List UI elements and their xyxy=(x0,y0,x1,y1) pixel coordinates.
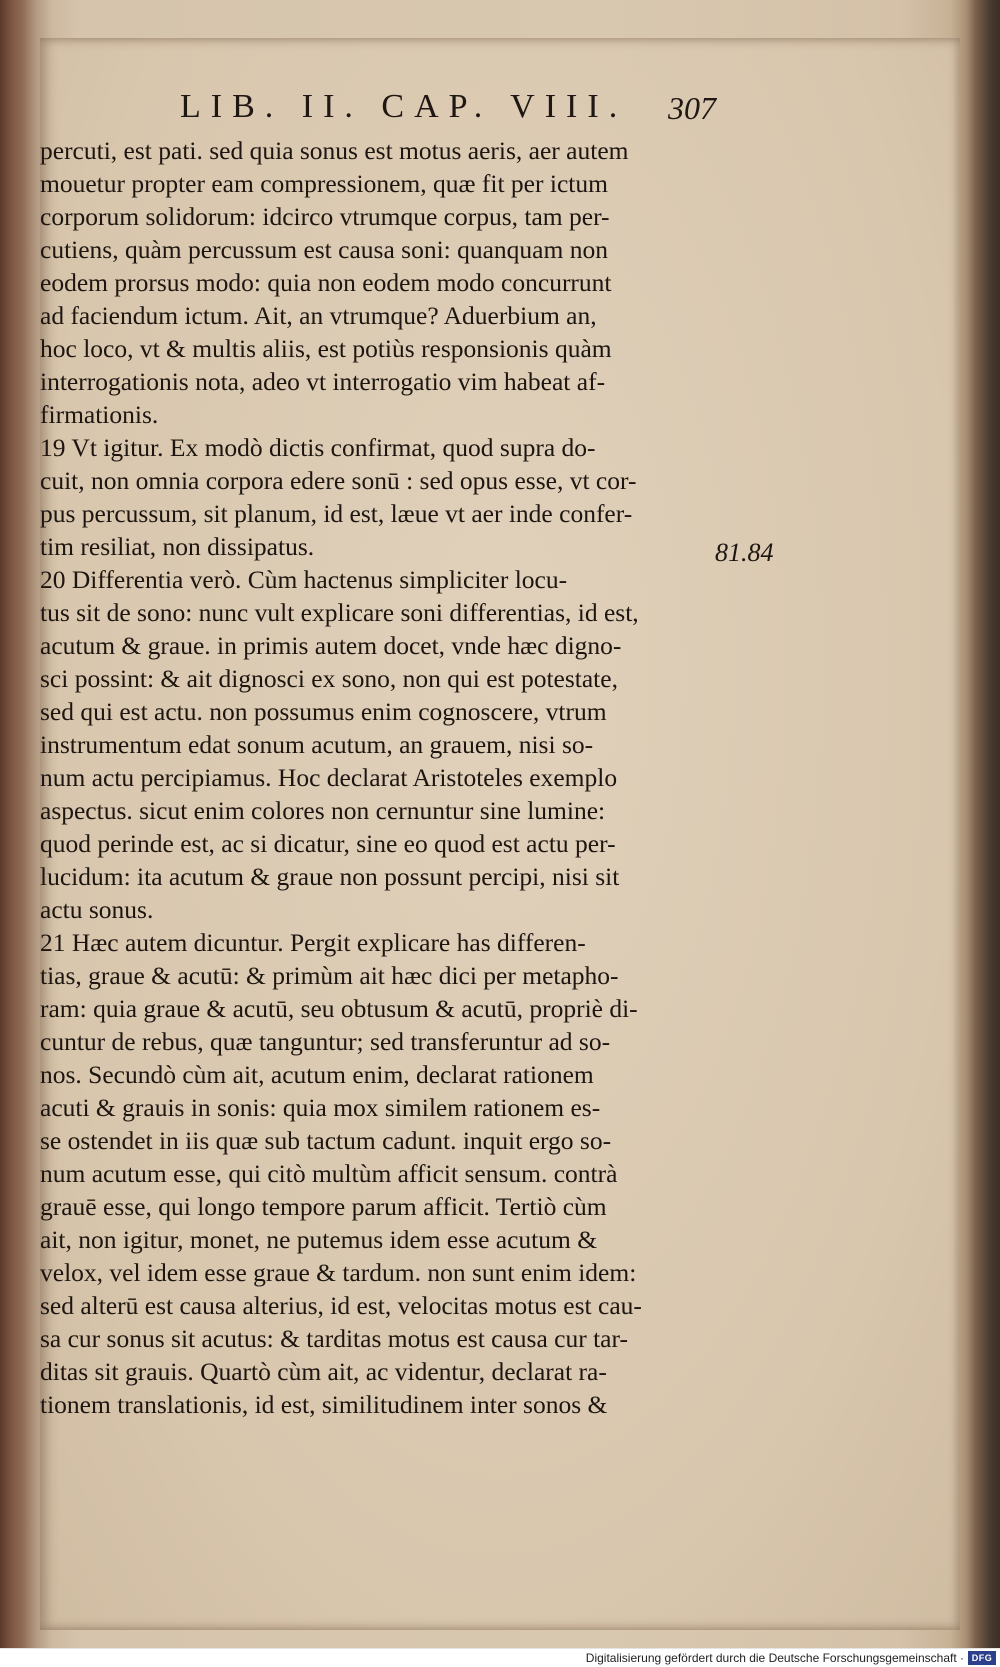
text-line: mouetur propter eam compressionem, quæ fit per ictum xyxy=(40,169,608,198)
text-line: tus sit de sono: nunc vult explicare soni differentias, id est, xyxy=(40,598,639,627)
text-line: quod perinde est, ac si dicatur, sine eo quod est actu per- xyxy=(40,829,616,858)
page-header xyxy=(40,88,960,132)
text-line: interrogationis nota, adeo vt interrogatio vim habeat af- xyxy=(40,367,606,396)
text-line: ditas sit grauis. Quartò cùm ait, ac videntur, declarat ra- xyxy=(40,1357,607,1386)
text-line: 19 Vt igitur. Ex modò dictis confirmat, quod supra do- xyxy=(40,433,596,462)
margin-note: 81.84 xyxy=(715,538,774,567)
text-line: cuit, non omnia corpora edere sonū : sed opus esse, vt cor- xyxy=(40,466,637,495)
text-line: actu sonus. xyxy=(40,895,154,924)
text-line: acutum & graue. in primis autem docet, vnde hæc digno- xyxy=(40,631,622,660)
text-line: hoc loco, vt & multis aliis, est potiùs responsionis quàm xyxy=(40,334,612,363)
text-line: cuntur de rebus, quæ tanguntur; sed transferuntur ad so- xyxy=(40,1027,611,1056)
text-line: tim resiliat, non dissipatus. xyxy=(40,532,315,561)
text-line: aspectus. sicut enim colores non cernuntur sine lumine: xyxy=(40,796,606,825)
text-line: 20 Differentia verò. Cùm hactenus simpliciter locu- xyxy=(40,565,568,594)
text-line: acuti & grauis in sonis: quia mox similem rationem es- xyxy=(40,1093,601,1122)
text-line: pus percussum, sit planum, id est, læue vt aer inde confer- xyxy=(40,499,633,528)
text-line: sed alterū est causa alterius, id est, velocitas motus est cau- xyxy=(40,1291,642,1320)
text-line: num acutum esse, qui citò multùm afficit sensum. contrà xyxy=(40,1159,618,1188)
running-title: LIB. II. CAP. VIII. xyxy=(180,88,628,125)
text-line: sed qui est actu. non possumus enim cognoscere, vtrum xyxy=(40,697,607,726)
text-line: cutiens, quàm percussum est causa soni: quanquam non xyxy=(40,235,608,264)
text-line: tionem translationis, id est, similitudinem inter sonos & xyxy=(40,1390,608,1419)
page-number: 307 xyxy=(668,90,716,126)
text-line: ad faciendum ictum. Ait, an vtrumque? Aduerbium an, xyxy=(40,301,597,330)
text-line: nos. Secundò cùm ait, acutum enim, declarat rationem xyxy=(40,1060,594,1089)
dfg-logo-icon[interactable]: DFG xyxy=(968,1651,996,1665)
text-line: lucidum: ita acutum & graue non possunt percipi, nisi sit xyxy=(40,862,620,891)
footer-bar xyxy=(0,1648,1000,1667)
text-line: eodem prorsus modo: quia non eodem modo concurrunt xyxy=(40,268,612,297)
text-line: velox, vel idem esse graue & tardum. non sunt enim idem: xyxy=(40,1258,637,1287)
book-page xyxy=(40,38,960,1630)
text-line: grauē esse, qui longo tempore parum afficit. Tertiò cùm xyxy=(40,1192,607,1221)
text-line: firmationis. xyxy=(40,400,159,429)
text-line: sci possint: & ait dignosci ex sono, non qui est potestate, xyxy=(40,664,618,693)
text-line: ait, non igitur, monet, ne putemus idem esse acutum & xyxy=(40,1225,598,1254)
text-line: instrumentum edat sonum acutum, an grauem, nisi so- xyxy=(40,730,594,759)
text-line: num actu percipiamus. Hoc declarat Aristoteles exemplo xyxy=(40,763,618,792)
text-line: sa cur sonus sit acutus: & tarditas motus est causa cur tar- xyxy=(40,1324,628,1353)
text-line: ram: quia graue & acutū, seu obtusum & acutū, propriè di- xyxy=(40,994,638,1023)
funding-credit: Digitalisierung gefördert durch die Deutsche Forschungsgemeinschaft · xyxy=(585,1651,964,1665)
text-line: 21 Hæc autem dicuntur. Pergit explicare has differen- xyxy=(40,928,586,957)
text-line: percuti, est pati. sed quia sonus est motus aeris, aer autem xyxy=(40,136,629,165)
text-line: corporum solidorum: idcirco vtrumque corpus, tam per- xyxy=(40,202,610,231)
text-line: se ostendet in iis quæ sub tactum cadunt. inquit ergo so- xyxy=(40,1126,612,1155)
text-line: tias, graue & acutū: & primùm ait hæc dici per metapho- xyxy=(40,961,619,990)
